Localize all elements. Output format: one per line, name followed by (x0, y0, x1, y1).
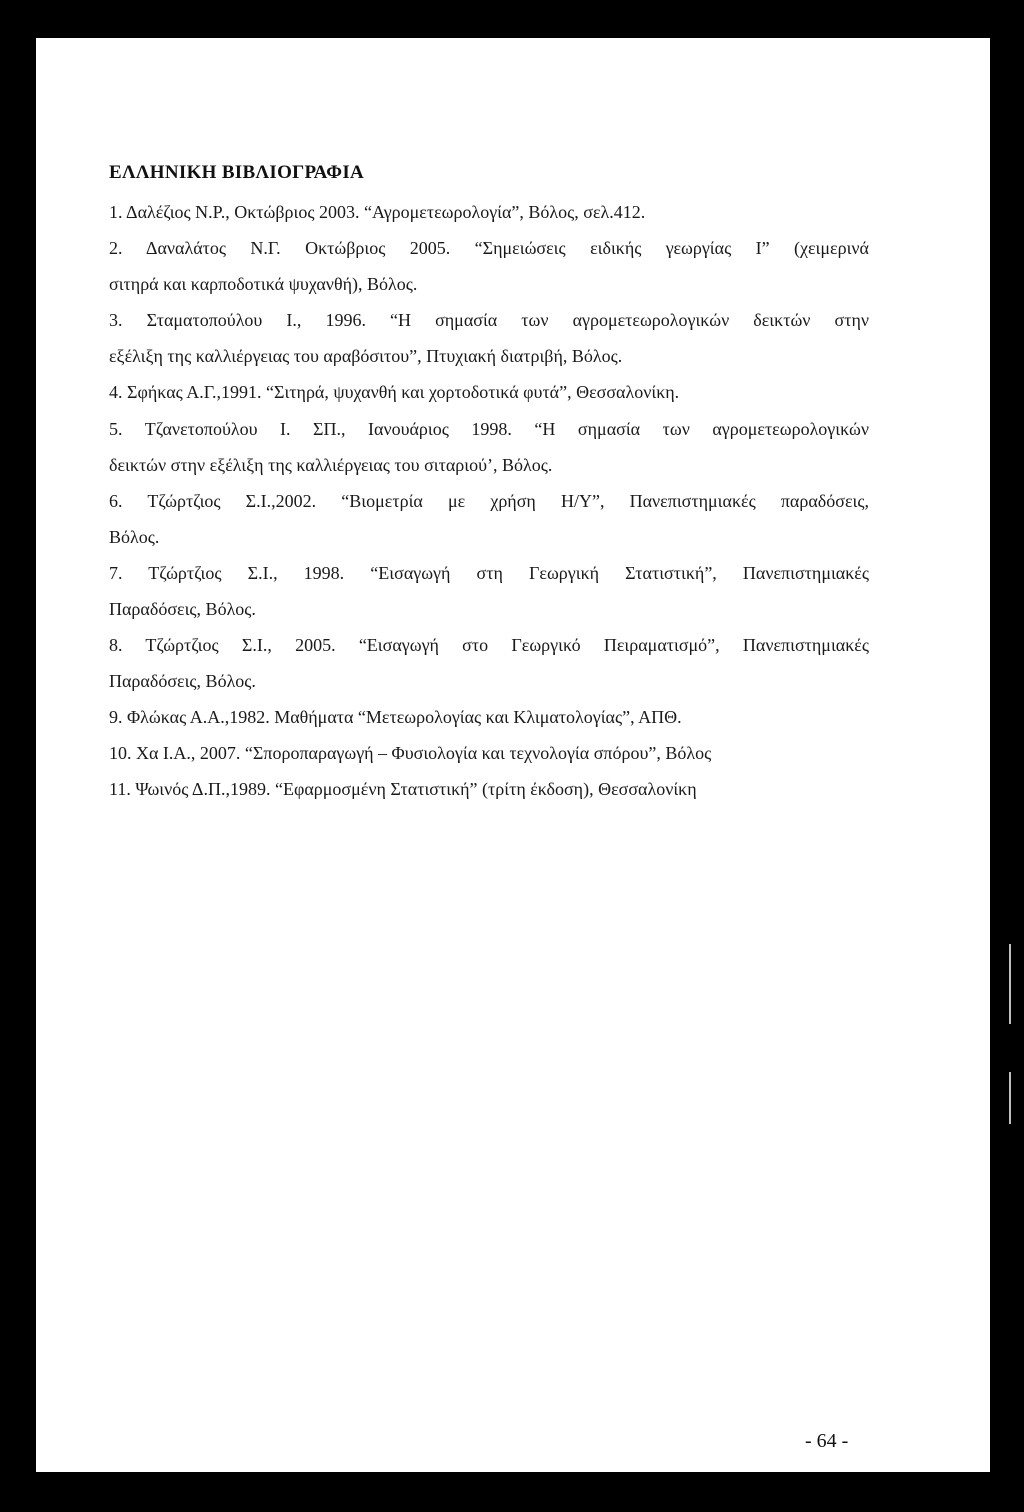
reference-7-line-2: Παραδόσεις, Βόλος. (109, 599, 256, 619)
reference-4-line-1: 4. Σφήκας Α.Γ.,1991. “Σιτηρά, ψυχανθή και χορτοδοτικά φυτά”, Θεσσαλονίκη. (109, 382, 680, 402)
reference-1-line-1: 1. Δαλέζιος Ν.Ρ., Οκτώβριος 2003. “Αγρομετεωρολογία”, Βόλος, σελ.412. (109, 202, 646, 222)
reference-8-line-2: Παραδόσεις, Βόλος. (109, 671, 256, 691)
reference-6-line-1: 6. Τζώρτζιος Σ.Ι.,2002. “Βιομετρία με χρήση Η/Υ”, Πανεπιστημιακές παραδόσεις, (109, 491, 869, 511)
reference-5-line-2: δεικτών στην εξέλιξη της καλλιέργειας του σιταριού’, Βόλος. (109, 455, 553, 475)
reference-11-line-1: 11. Ψωινός Δ.Π.,1989. “Εφαρμοσμένη Στατιστική” (τρίτη έκδοση), Θεσσαλονίκη (109, 779, 697, 799)
reference-3-line-2: εξέλιξη της καλλιέργειας του αραβόσιτου”, Πτυχιακή διατριβή, Βόλος. (109, 346, 623, 366)
reference-9-line-1: 9. Φλώκας Α.Α.,1982. Μαθήματα “Μετεωρολογίας και Κλιματολογίας”, ΑΠΘ. (109, 707, 682, 727)
reference-6-line-2: Βόλος. (109, 527, 160, 547)
margin-rule-lower (1009, 1072, 1011, 1124)
margin-rule-upper (1009, 944, 1011, 1024)
reference-8-line-1: 8. Τζώρτζιος Σ.Ι., 2005. “Εισαγωγή στο Γεωργικό Πειραματισμό”, Πανεπιστημιακές (109, 635, 869, 655)
bibliography-heading: ΕΛΛΗΝΙΚΗ ΒΙΒΛΙΟΓΡΑΦΙΑ (109, 162, 365, 183)
page-number: - 64 - (805, 1430, 849, 1452)
reference-3-line-1: 3. Σταματοπούλου Ι., 1996. “Η σημασία των αγρομετεωρολογικών δεικτών στην (109, 310, 869, 330)
reference-7-line-1: 7. Τζώρτζιος Σ.Ι., 1998. “Εισαγωγή στη Γεωργική Στατιστική”, Πανεπιστημιακές (109, 563, 869, 583)
reference-2-line-2: σιτηρά και καρποδοτικά ψυχανθή), Βόλος. (109, 274, 418, 294)
reference-5-line-1: 5. Τζανετοπούλου Ι. ΣΠ., Ιανουάριος 1998. “Η σημασία των αγρομετεωρολογικών (109, 419, 869, 439)
reference-2-line-1: 2. Δαναλάτος Ν.Γ. Οκτώβριος 2005. “Σημειώσεις ειδικής γεωργίας Ι” (χειμερινά (109, 238, 869, 258)
reference-10-line-1: 10. Χα Ι.Α., 2007. “Σποροπαραγωγή – Φυσιολογία και τεχνολογία σπόρου”, Βόλος (109, 743, 712, 763)
